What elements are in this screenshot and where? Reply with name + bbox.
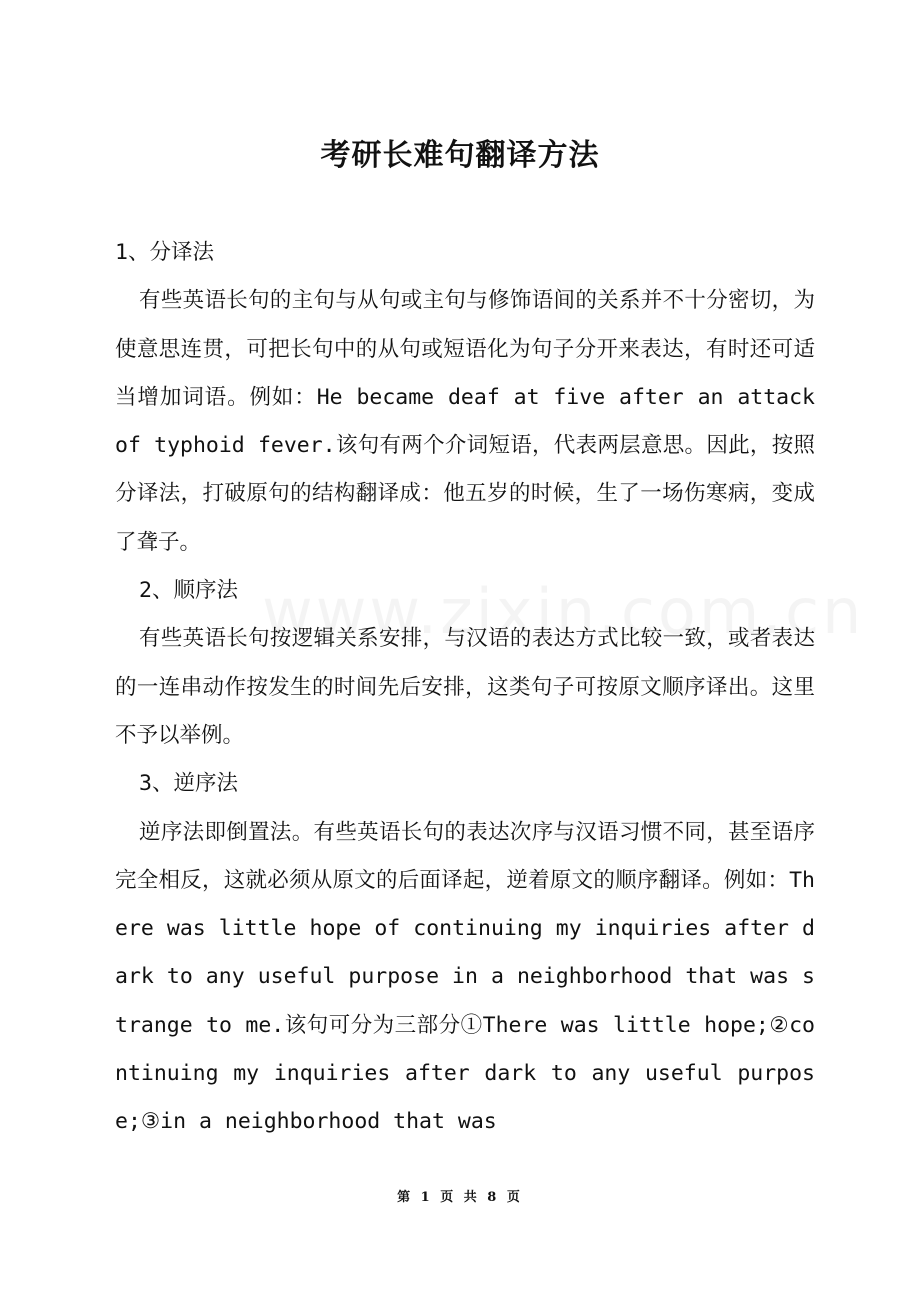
page-footer: 第 1 页 共 8 页 xyxy=(397,1190,523,1205)
section-heading-split-method: 1、分译法 xyxy=(115,240,214,265)
document-title: 考研长难句翻译方法 xyxy=(320,138,600,173)
paragraph-sequential-method: 有些英语长句按逻辑关系安排，与汉语的表达方式比较一致，或者表达的一连串动作按发生的时间先后安排，这类句子可按原文顺序译出。这里不予以举例。 xyxy=(115,626,815,748)
section-heading-reverse-method: 3、逆序法 xyxy=(139,771,238,797)
paragraph-split-method: 有些英语长句的主句与从句或主句与修饰语间的关系并不十分密切，为使意思连贯，可把长句中的从句或短语化为句子分开来表达，有时还可适当增加词语。例如：He became deaf at five after an attack of typhoid fever.该句有两个介词短语，代表两层意思。因此，按照分译法，打破原句的结构翻译成：他五岁的时候，生了一场伤寒病，变成了聋子。 xyxy=(115,288,815,555)
section-heading-sequential-method: 2、顺序法 xyxy=(139,578,238,604)
paragraph-reverse-method: 逆序法即倒置法。有些英语长句的表达次序与汉语习惯不同，甚至语序完全相反，这就必须从原文的后面译起，逆着原文的顺序翻译。例如：There was little hope of continuing my inquiries after dark to any useful purpose in a neighborhood that was strange to me.该句可分为三部分①There was little hope;②continuing my inquiries after dark to any useful purpose;③in a neighborhood that was xyxy=(115,819,815,1135)
document-body xyxy=(115,229,815,1147)
